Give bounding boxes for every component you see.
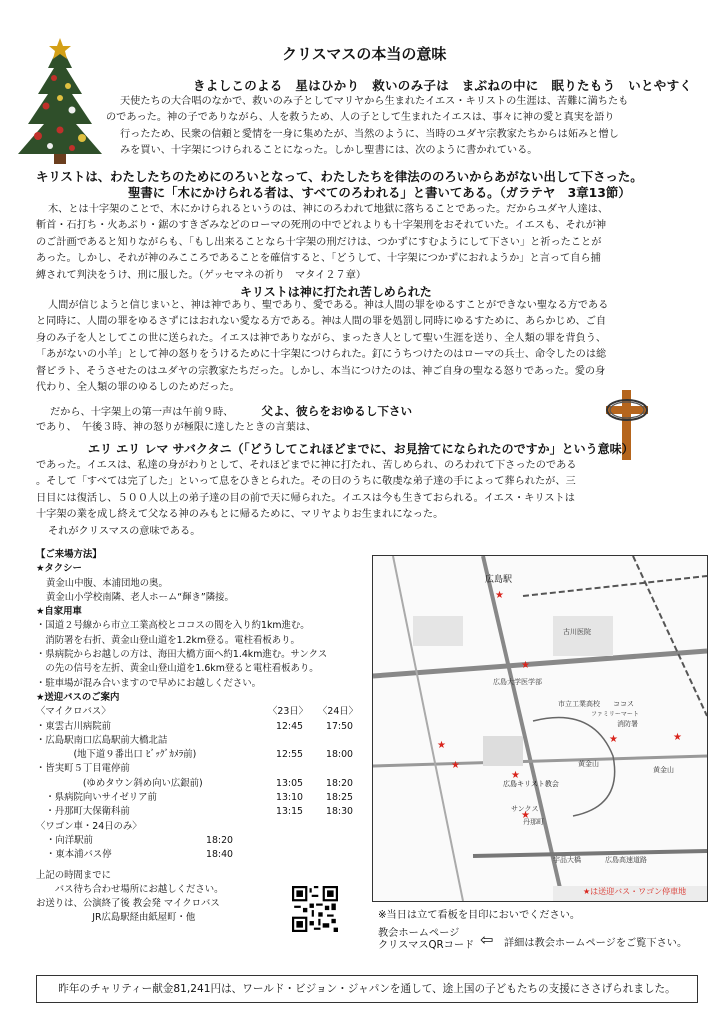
stop-name: ・東雲古川病院前 (36, 720, 112, 732)
svg-text:★: ★ (437, 740, 446, 751)
intro-paragraph (106, 94, 692, 160)
text-line: 消防署を右折、黄金山登山道を1.2km登る。電柱看板あり。 (36, 634, 300, 646)
time-24: 18:20 (326, 777, 354, 789)
qr-label (378, 928, 474, 952)
access-map (372, 555, 708, 902)
time-23: 13:10 (276, 792, 304, 804)
map-label: ファミリーマート (591, 711, 639, 718)
text-line: 代わり、全人類の罪のゆるしのためだった。 (36, 382, 240, 394)
section-heading-scripture: 聖書に「木にかけられる者は、すべてのろわれる」と書いてある。（ガラテヤ 3章13節） (128, 185, 631, 200)
text-line: ・県病院からお越しの方は、海田大橋方面へ約1.4km進む。サンクス (36, 649, 328, 661)
text-line: 黄金山中腹、本浦団地の奥。 (46, 577, 168, 589)
text-line: のであった。神の子でありながら、人を救うため、人の子として生まれたイエスは、事々に神の愛と真実を語り (106, 112, 615, 124)
text-line: 十字架の業を成し終えて父なる神のみもとに帰るために、マリヤよりお生まれになった。 (36, 509, 444, 521)
map-label: 消防署 (617, 720, 638, 728)
micro-header (36, 705, 366, 719)
time-24: 18:30 (326, 806, 354, 818)
day-header-23: 〈23日〉 (268, 706, 309, 718)
time-24: 18:20 (206, 834, 234, 846)
svg-text:★: ★ (511, 770, 520, 781)
map-label: 黄金山 (578, 760, 599, 768)
text-line: バス待ち合わせ場所にお越しください。 (36, 883, 224, 895)
text-span: だから、十字架上の第一声は午前９時、 (50, 407, 234, 418)
text-line: 日目には復活し、５００人以上の弟子達の目の前で天に帰られた。イエスは今も生きておられる。イエス・キリストは (36, 492, 575, 504)
stop-name: ・向洋駅前 (46, 834, 93, 846)
access-section (36, 548, 366, 926)
day-sign-note: ※当日は立て看板を目印においでください。 (378, 910, 581, 921)
car-title: ★自家用車 (36, 606, 82, 618)
table-row (36, 748, 366, 762)
text-line: 「あがないの小羊」として神の怒りをうけるために十字架につけられた。釘にうちつけたのはローマの兵士、命令したのは総 (36, 349, 607, 361)
footer-charity-note: 昨年のチャリティー献金81,241円は、ワールド・ビジョン・ジャパンを通して、途上国の子どもたちの支援にささげられました。 (36, 975, 698, 1003)
stop-name: ・丹那町大保衛科前 (36, 806, 130, 818)
text-line: あった。しかし、それが神のみこころであることを確信すると、「どうして、十字架につかずにおれようか」と言って自ら捕 (36, 253, 601, 265)
svg-text:★: ★ (495, 590, 504, 601)
text-line: 。そして「すべては完了した」といって息をひきとられた。その日のうちに敬虔な弟子達の手によって葬られたが、三 (36, 476, 576, 488)
time-23: 13:05 (276, 777, 304, 789)
text-line: と同時に、人間の罪をゆるさずにはおれない愛なる方である。神は人間の罪を処罰し同時にゆるすために、あらかじめ、ご自 (36, 316, 607, 328)
qr-label-line: 教会ホームページ (378, 928, 460, 939)
text-line: 上記の時間までに (36, 869, 112, 881)
stop-name: ・皆実町５丁目電停前 (36, 763, 130, 775)
stop-name: ・東本浦バス停 (46, 849, 112, 861)
stop-name: (ゆめタウン斜め向い広銀前) (36, 777, 203, 789)
text-line: JR広島駅経由紙屋町・他 (36, 912, 196, 924)
bus-title: ★送迎バスのご案内 (36, 691, 120, 703)
text-line: の先の信号を左折、黄金山登山道を1.6km登ると電柱看板あり。 (36, 663, 319, 675)
map-drawing (373, 556, 707, 901)
time-24: 17:50 (326, 720, 354, 732)
text-line: お送りは、公演終了後 教会発 マイクロバス (36, 898, 220, 910)
svg-text:★: ★ (521, 810, 530, 821)
tree-paragraph (36, 202, 690, 284)
text-line: 督ピラト、そうさせたのはユダヤの宗教家たちだった。しかし、本当につけたのは、神ご自身の聖なる怒りであった。愛の身 (36, 365, 606, 377)
section-heading-struck: キリストは神に打たれ苦しめられた (240, 285, 432, 299)
map-label: 市立工業高校 (558, 700, 600, 708)
text-line: のご計画であると知りながらも、「もし出来ることなら十字架の刑だけは、つかずにすむようにして下さい」と祈ったことが (36, 236, 602, 248)
time-24: 18:40 (206, 849, 234, 861)
hymn-lyric: きよしこのよる 星はひかり 救いのみ子は まぶねの中に 眠りたもう いとやすく (193, 78, 693, 93)
table-row (36, 720, 366, 734)
map-label: 宇品大橋 (553, 856, 581, 864)
map-label: 広島高速道路 (605, 856, 647, 864)
table-row (36, 805, 366, 819)
qr-code-icon[interactable] (292, 886, 338, 932)
detail-note: 詳細は教会ホームページをご覧下さい。 (504, 938, 688, 949)
words-line-1 (50, 403, 570, 421)
words-line-2: であり、 午後３時、神の怒りが極限に達したときの言葉は、 (36, 422, 317, 433)
map-label: サンクス (511, 805, 539, 813)
map-label: 広島駅 (485, 575, 513, 585)
text-line: 縛されて判決をうけ、刑に服した。（ゲッセマネの祈り マタイ２７章） (36, 269, 367, 281)
text-line: それがクリスマスの意味である。 (48, 525, 201, 537)
map-label: 古川医院 (563, 628, 591, 636)
table-row (36, 791, 366, 805)
table-row (36, 848, 366, 862)
text-line: ・国道２号線から市立工業高校とココスの間を入り約1km進む。 (36, 620, 310, 632)
map-legend: ★は送迎バス・ワゴン停車地 (583, 887, 687, 896)
svg-text:★: ★ (673, 732, 682, 743)
map-label: 広島キリスト教会 (503, 780, 559, 788)
wagon-table (36, 834, 366, 863)
first-words-text: 父よ、彼らをおゆるし下さい (261, 404, 413, 418)
micro-title: 〈マイクロバス〉 (36, 706, 111, 718)
text-line: 斬首・石打ち・火あぶり・鋸のすきざみなどのローマの死刑の中でどれよりも十字架刑をおそれていた。イエスも、それが神 (36, 220, 607, 232)
svg-text:★: ★ (521, 660, 530, 671)
text-line: みを買い、十字架につけられることになった。しかし聖書には、次のように書かれている。 (120, 145, 538, 157)
section-heading-curse: キリストは、わたしたちのためにのろいとなって、わたしたちを律法ののろいからあがない出して下さった。 (36, 169, 643, 184)
text-line: ・駐車場が混み合いますので早めにお越しください。 (36, 677, 262, 689)
christmas-tree-icon (10, 38, 110, 168)
map-label: ココス (613, 700, 634, 708)
arrow-left-icon: ⇦ (480, 930, 494, 949)
table-row (36, 762, 366, 776)
time-23: 12:45 (276, 720, 304, 732)
access-title: 【ご来場方法】 (36, 549, 102, 560)
map-label: 丹那町 (523, 818, 544, 826)
text-line: であった。イエスは、私達の身がわりとして、それほどまでに神に打たれ、苦しめられ、のろわれて下さったのである (36, 460, 577, 471)
map-label: 広島大学医学部 (493, 678, 542, 686)
text-line: 身のみ子を人としてこの世に送られた。イエスは神でありながら、まったき人として聖い生涯を送り、全人類の罪を背負う、 (36, 332, 607, 344)
text-line: 木、とは十字架のことで、木にかけられるというのは、神にのろわれて地獄に落ちることであった。だからユダヤ人達は、 (48, 204, 609, 215)
stop-name: ・広島駅南口広島駅前大橋北詰 (36, 734, 168, 746)
stop-name: ・県病院向いサイゼリア前 (36, 792, 157, 804)
stop-name: (地下道９番出口 ﾋﾞｯｸﾞｶﾒﾗ前) (36, 749, 197, 761)
taxi-title: ★タクシー (36, 563, 82, 575)
time-24: 18:00 (326, 749, 354, 761)
text-line: 行ったため、民衆の信頼と愛情を一身に集めたが、当然のように、当時のユダヤ宗教家たちからは妬みと憎し (120, 128, 619, 140)
micro-bus-table (36, 720, 366, 820)
table-row (36, 734, 366, 748)
wagon-title: 〈ワゴン車・24日のみ〉 (36, 820, 142, 832)
time-24: 18:25 (326, 792, 354, 804)
conclusion-paragraph (36, 458, 696, 540)
svg-text:★: ★ (609, 734, 618, 745)
table-row (36, 777, 366, 791)
text-line: 黄金山小学校南隣、老人ホーム“輝き”隣接。 (46, 591, 234, 603)
table-row (36, 834, 366, 848)
svg-text:★: ★ (451, 760, 460, 771)
time-23: 12:55 (276, 749, 304, 761)
god-paragraph (36, 298, 690, 396)
day-header-24: 〈24日〉 (318, 706, 359, 718)
time-23: 13:15 (276, 806, 304, 818)
map-label: 黄金山 (653, 766, 674, 774)
page-title: クリスマスの本当の意味 (282, 45, 447, 63)
text-line: 天使たちの大合唱のなかで、救いのみ子としてマリヤから生まれたイエス・キリストの生涯は、苦難に満ちたも (120, 96, 629, 107)
qr-label-line: クリスマスQRコード (378, 940, 475, 951)
text-line: 人間が信じようと信じまいと、神は神であり、聖であり、愛である。神は人間の罪をゆるすことができない聖なる方である (48, 300, 609, 311)
eli-eli-heading: エリ エリ レマ サバクタニ（「どうしてこれほどまでに、お見捨てになられたのですか」という意味） (88, 442, 634, 456)
